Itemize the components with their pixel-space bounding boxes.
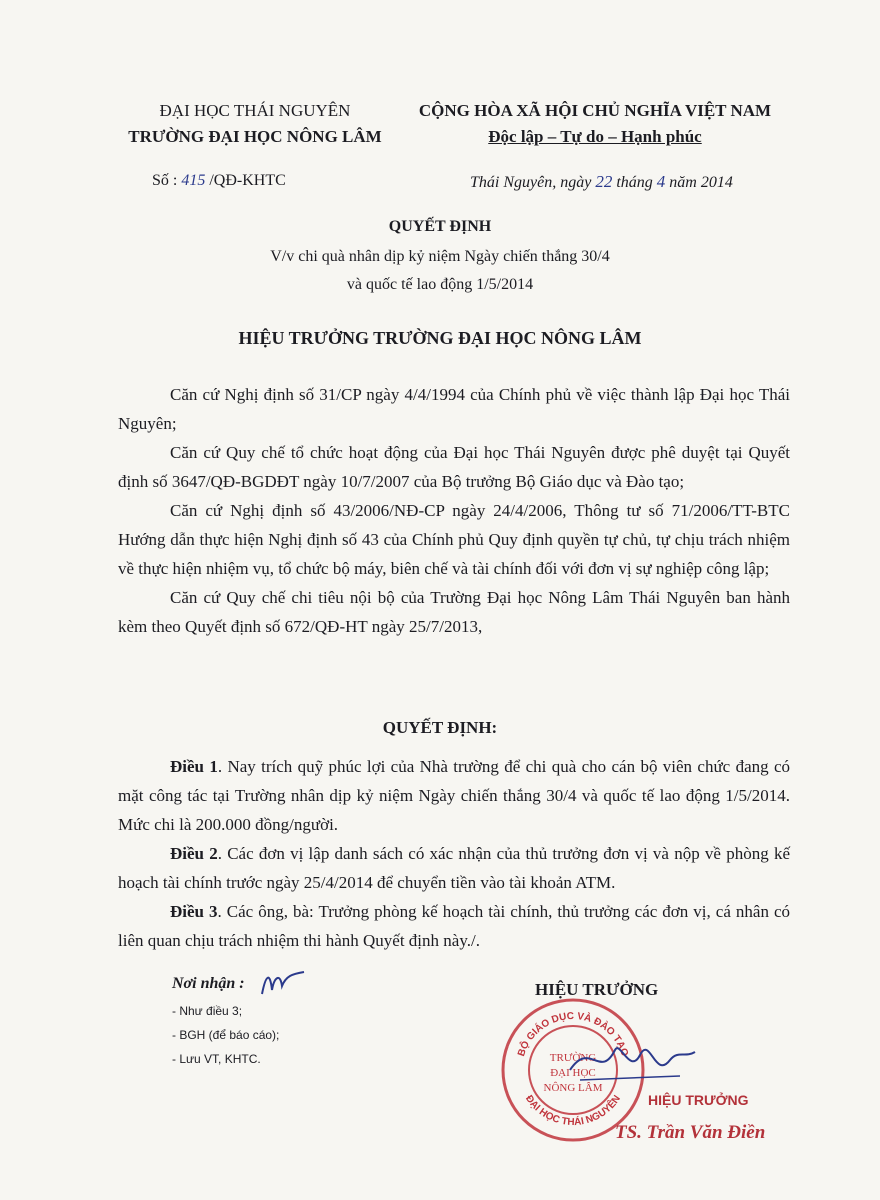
subject-line-1: V/v chi quà nhân dịp kỷ niệm Ngày chiến thắng 30/4 [270,248,610,265]
article: Điều 2. Các đơn vị lập danh sách có xác nhận của thủ trưởng đơn vị và nộp về phòng kế hoạch tài chính trước ngày 25/4/2014 để chuyển tiền vào tài khoản ATM. [118,844,790,892]
handwritten-signature-icon [560,1030,700,1090]
seal-inner-2: ĐẠI HỌC [550,1067,596,1079]
recipients-list [172,999,279,1071]
recipient-item: - Lưu VT, KHTC. [172,1052,261,1066]
initials-mark-icon [258,968,308,1000]
decision-heading: QUYẾT ĐỊNH: [382,718,498,737]
svg-text:ĐẠI HỌC THÁI NGUYÊN [523,1093,623,1128]
legal-basis: Căn cứ Quy chế tổ chức hoạt động của Đại học Thái Nguyên được phê duyệt tại Quyết định số 3647/QĐ-BGDĐT ngày 10/7/2007 của Bộ trưởng Bộ Giáo dục và Đào tạo; [118,443,790,491]
national-title: CỘNG HÒA XÃ HỘI CHỦ NGHĨA VIỆT NAM [418,101,772,120]
parent-org: ĐẠI HỌC THÁI NGUYÊN [159,101,351,120]
articles [118,752,790,955]
national-motto: Độc lập – Tự do – Hạnh phúc [488,127,702,146]
article: Điều 1. Nay trích quỹ phúc lợi của Nhà trường để chi quà cho cán bộ viên chức đang có mặt công tác tại Trường nhân dịp kỷ niệm Ngày chiến thắng 30/4 và quốc tế lao động 1/5/2014. Mức chi là 200.000 đồng/người. [118,757,791,834]
issuing-org: TRƯỜNG ĐẠI HỌC NÔNG LÂM [128,127,382,146]
legal-basis: Căn cứ Nghị định số 31/CP ngày 4/4/1994 của Chính phủ về việc thành lập Đại học Thái Nguyên; [118,385,790,433]
recipient-item: - BGH (để báo cáo); [172,1028,280,1042]
issue-date: Thái Nguyên, ngày 22 tháng 4 năm 2014 [470,172,733,191]
reference-number: Số : 415 /QĐ-KHTC [152,172,286,189]
recipient-item: - Như điều 3; [172,1004,243,1018]
authority-title: HIỆU TRƯỞNG TRƯỜNG ĐẠI HỌC NÔNG LÂM [238,328,642,348]
seal-inner-3: NÔNG LÂM [543,1082,603,1094]
legal-basis: Căn cứ Quy chế chi tiêu nội bộ của Trường Đại học Nông Lâm Thái Nguyên ban hành kèm theo Quyết định số 672/QĐ-HT ngày 25/7/2013, [118,588,790,636]
legal-basis: Căn cứ Nghị định số 43/2006/NĐ-CP ngày 24/4/2006, Thông tư số 71/2006/TT-BTC Hướng dẫn thực hiện Nghị định số 43 của Chính phủ Quy định quyền tự chủ, tự chịu trách nhiệm về thực hiện nhiệm vụ, tổ chức bộ máy, biên chế và tài chính đối với đơn vị sự nghiệp công lập; [118,501,790,578]
signature-title: HIỆU TRƯỞNG [535,980,659,999]
legal-bases [118,380,790,641]
subject-line-2: và quốc tế lao động 1/5/2014 [346,276,534,293]
national-header [395,98,795,150]
issuer-header [110,98,400,150]
seal-outer-top: BỘ GIÁO DỤC VÀ ĐÀO TẠO [516,1010,630,1058]
seal-outer-bottom: ĐẠI HỌC THÁI NGUYÊN [523,1093,623,1129]
signer-name: TS. Trần Văn Điền [615,1122,766,1143]
seal-inner-1: TRƯỜNG [549,1052,597,1064]
article: Điều 3. Các ông, bà: Trưởng phòng kế hoạch tài chính, thủ trưởng các đơn vị, cá nhân có liên quan chịu trách nhiệm thi hành Quyết định này./. [118,902,791,950]
document-type: QUYẾT ĐỊNH [388,218,492,235]
signer-role: HIỆU TRƯỞNG [648,1092,749,1108]
recipients-title: Nơi nhận : [172,975,245,992]
